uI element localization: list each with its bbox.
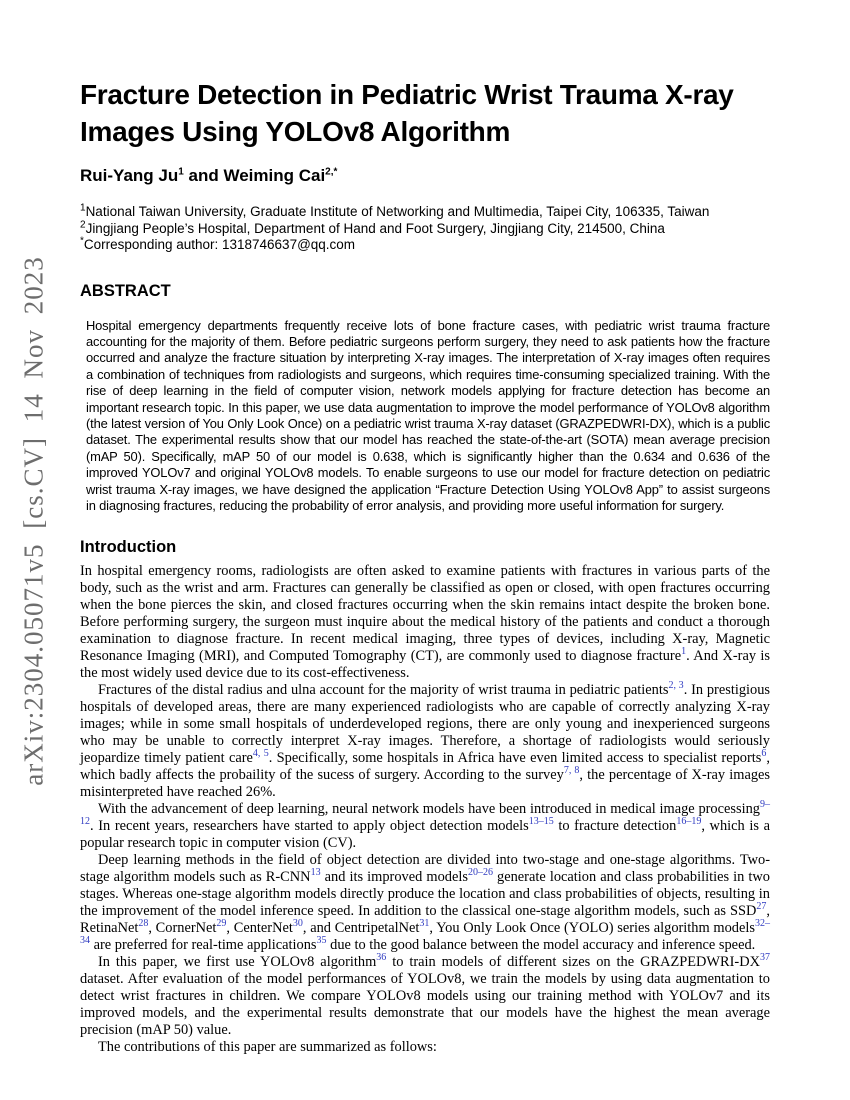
superscript-marker: 2 — [80, 219, 86, 230]
citation-ref[interactable]: 29 — [216, 918, 227, 930]
citation-ref[interactable]: 28 — [138, 918, 149, 930]
citation-ref[interactable]: 30 — [292, 918, 303, 930]
introduction-body — [80, 563, 770, 1056]
citation-ref[interactable]: 1 — [681, 646, 687, 658]
paragraph: With the advancement of deep learning, neural network models have been introduced in medical image processing$^{9-12}$. In recent years, researchers have started to apply object detection models$^{13-15}$ to fracture detection$^{16-19}$, which is a popular research topic in computer vision (CV). — [80, 799, 771, 852]
citation-ref[interactable]: 13 — [310, 867, 321, 879]
affiliation-line: $^1$National Taiwan University, Graduate Institute of Networking and Multimedia, Taipei City, 106335, Taiwan — [80, 202, 710, 219]
citation-ref[interactable]: 16–19 — [676, 816, 702, 828]
citation-ref[interactable]: 4, 5 — [252, 748, 269, 760]
paper-content-column — [80, 76, 770, 1056]
introduction-heading: Introduction — [80, 538, 177, 557]
author-line: Rui-Yang Ju$^1$ and Weiming Cai$^{2,*}$ — [80, 166, 338, 185]
citation-ref[interactable]: 13–15 — [528, 816, 554, 828]
affiliation-line: *Corresponding author: 1318746637@qq.com — [80, 235, 356, 252]
citation-ref[interactable]: 27 — [756, 901, 767, 913]
superscript-marker: 2,* — [325, 166, 338, 178]
citation-ref[interactable]: 2, 3 — [668, 680, 684, 692]
paragraph: Fractures of the distal radius and ulna account for the majority of wrist trauma in pediatric patients$^{2, 3}$. In prestigious hospitals of developed areas, there are many experienced radiologists who are capable of correctly analyzing X-ray images; while in some small hospitals of underdeveloped regions, there are only young and inexperienced surgeons who may be unable to correctly interpret X-ray images. Therefore, a shortage of radiologists would seriously jeopardize timely patient care$^{4, 5}$. Specifically, some hospitals in Africa have even limited access to specialist reports$^6$, which badly affects the probaility of the sucess of surgery. According to the survey$^{7, 8}$, the percentage of X-ray images misinterpreted have reached 26%. — [80, 680, 771, 801]
citation-ref[interactable]: 9–12 — [80, 799, 770, 828]
paragraph: The contributions of this paper are summarized as follows: — [98, 1039, 437, 1056]
citation-ref[interactable]: 6 — [761, 748, 767, 760]
affiliation-line: $^2$Jingjiang People’s Hospital, Department of Hand and Foot Surgery, Jingjiang City, 214500, China — [80, 219, 665, 236]
abstract-heading: ABSTRACT — [80, 281, 171, 300]
arxiv-watermark: arXiv:2304.05071v5 [cs.CV] 14 Nov 2023 — [18, 256, 49, 786]
abstract-text: Hospital emergency departments frequently receive lots of bone fracture cases, with pediatric wrist trauma fracture accounting for the majority of them. Before pediatric surgeons perform surgery, they need to ask patients how the fracture occurred and analyze the fracture situation by interpreting X-ray images. The interpretation of X-ray images often requires a combination of techniques from radiologists and surgeons, which requires time-consuming specialized training. With the rise of deep learning in the field of computer vision, network models applying for fracture detection has become an important research topic. In this paper, we use data augmentation to improve the model performance of YOLOv8 algorithm (the latest version of You Only Look Once) on a pediatric wrist trauma X-ray dataset (GRAZPEDWRI-DX), which is a public dataset. The experimental results show that our model has reached the state-of-the-art (SOTA) mean average precision (mAP 50). Specifically, mAP 50 of our model is 0.638, which is significantly higher than the 0.634 and 0.636 of the improved YOLOv7 and original YOLOv8 models. To enable surgeons to use our model for fracture detection on pediatric wrist trauma X-ray images, we have designed the application “Fracture Detection Using YOLOv8 App” to assist surgeons in diagnosing fractures, reducing the probability of error analysis, and providing more useful information for surgery. — [86, 317, 770, 513]
citation-ref[interactable]: 32–34 — [80, 918, 770, 947]
paragraph: In this paper, we first use YOLOv8 algorithm$^{36}$ to train models of different sizes on the GRAZPEDWRI-DX$^{37}$ dataset. After evaluation of the model performances of YOLOv8, we train the models by using data augmentation to detect wrist fractures in children. We compare YOLOv8 models using our training method with YOLOv7 and its improved models, and the experimental results demonstrate that our models have the highest the mean average precision (mAP 50) value. — [80, 952, 770, 1039]
citation-ref[interactable]: 7, 8 — [563, 765, 580, 777]
paragraph: Deep learning methods in the field of object detection are divided into two-stage and one-stage algorithms. Two-stage algorithm models such as R-CNN$^{13}$ and its improved models$^{20-26}$ generate location and class probabilities in two stages. Whereas one-stage algorithm models directly produce the location and class probabilities of objects, resulting in the improvement of the model inference speed. In addition to the classical one-stage algorithm models, such as SSD$^{27}$, RetinaNet$^{28}$, CornerNet$^{29}$, CenterNet$^{30}$, and CentripetalNet$^{31}$, You Only Look Once (YOLO) series algorithm models$^{32-34}$ are preferred for real-time applications$^{35}$ due to the good balance between the model accuracy and inference speed. — [80, 852, 770, 954]
citation-ref[interactable]: 35 — [316, 935, 327, 947]
paragraph: In hospital emergency rooms, radiologists are often asked to examine patients with fractures in various parts of the body, such as the wrist and arm. Fractures can generally be classified as open or closed, with open fractures occurring when the bone pierces the skin, and closed fractures occurring when the skin remains intact despite the broken bone. Before performing surgery, the surgeon must inquire about the medical history of the patients and conduct a thorough examination to diagnose fracture. In recent medical imaging, three types of devices, including X-ray, Magnetic Resonance Imaging (MRI), and Computed Tomography (CT), are commonly used to diagnose fracture$^1$. And X-ray is the most widely used device due to its cost-effectiveness. — [80, 563, 770, 682]
superscript-marker: 1 — [80, 202, 86, 214]
citation-ref[interactable]: 31 — [419, 918, 430, 930]
citation-ref[interactable]: 20–26 — [467, 867, 493, 879]
paper-title: Fracture Detection in Pediatric Wrist Trauma X-ray Images Using YOLOv8 Algorithm — [80, 79, 734, 147]
citation-ref[interactable]: 36 — [376, 952, 387, 964]
affiliations-block — [80, 204, 770, 254]
superscript-marker: 1 — [178, 166, 184, 178]
citation-ref[interactable]: 37 — [759, 952, 770, 964]
superscript-marker: * — [80, 235, 84, 247]
